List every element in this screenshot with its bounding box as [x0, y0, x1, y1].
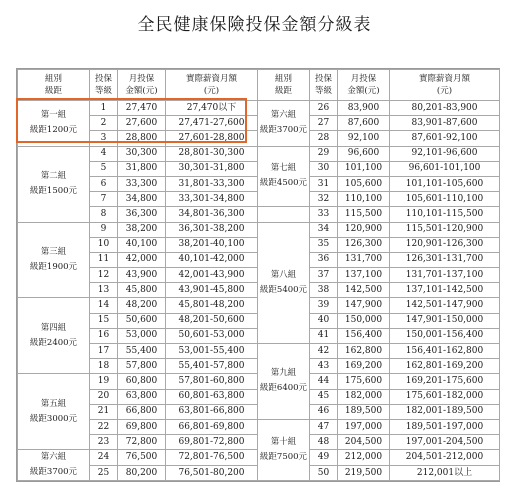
amount-cell: 63,800 — [118, 389, 166, 404]
salary-range-cell: 169,201-175,600 — [390, 374, 500, 389]
salary-range-cell: 48,201-50,600 — [166, 313, 258, 328]
salary-range-cell: 31,801-33,300 — [166, 176, 258, 191]
grade-cell: 17 — [90, 344, 118, 359]
amount-cell: 42,000 — [118, 252, 166, 267]
grade-cell: 34 — [310, 222, 338, 237]
amount-cell: 38,200 — [118, 222, 166, 237]
grade-cell: 41 — [310, 328, 338, 343]
salary-range-cell: 45,801-48,200 — [166, 298, 258, 313]
group-label: 第六組 級距3700元 — [18, 450, 90, 481]
amount-cell: 204,500 — [338, 435, 390, 450]
grade-cell: 40 — [310, 313, 338, 328]
grade-cell: 29 — [310, 146, 338, 161]
amount-cell: 197,000 — [338, 419, 390, 434]
grade-cell: 14 — [90, 298, 118, 313]
grade-cell: 30 — [310, 161, 338, 176]
amount-cell: 169,200 — [338, 359, 390, 374]
grade-cell: 31 — [310, 176, 338, 191]
table-header-row — [18, 70, 500, 101]
grade-cell: 9 — [90, 222, 118, 237]
grade-cell: 1 — [90, 101, 118, 116]
grade-cell: 25 — [90, 465, 118, 481]
grade-cell: 5 — [90, 161, 118, 176]
grade-cell: 44 — [310, 374, 338, 389]
col-grade-header: 投保 等級 — [90, 70, 118, 101]
amount-cell: 66,800 — [118, 404, 166, 419]
salary-range-cell: 60,801-63,800 — [166, 389, 258, 404]
amount-cell: 189,500 — [338, 404, 390, 419]
amount-cell: 57,800 — [118, 359, 166, 374]
grade-cell: 47 — [310, 419, 338, 434]
amount-cell: 50,600 — [118, 313, 166, 328]
amount-cell: 36,300 — [118, 207, 166, 222]
amount-cell: 142,500 — [338, 283, 390, 298]
grade-cell: 16 — [90, 328, 118, 343]
salary-range-cell: 50,601-53,000 — [166, 328, 258, 343]
amount-cell: 126,300 — [338, 237, 390, 252]
salary-range-cell: 150,001-156,400 — [390, 328, 500, 343]
group-label: 第八組 級距5400元 — [258, 222, 310, 344]
salary-range-cell: 27,470以下 — [166, 101, 258, 116]
grade-cell: 22 — [90, 419, 118, 434]
salary-range-cell: 42,001-43,900 — [166, 268, 258, 283]
grade-cell: 38 — [310, 283, 338, 298]
table-row — [18, 222, 500, 237]
amount-cell: 53,000 — [118, 328, 166, 343]
group-label: 第十組 級距7500元 — [258, 419, 310, 480]
amount-cell: 80,200 — [118, 465, 166, 481]
group-label: 第二組 級距1500元 — [18, 146, 90, 222]
salary-range-cell: 36,301-38,200 — [166, 222, 258, 237]
salary-range-cell: 92,101-96,600 — [390, 146, 500, 161]
salary-range-cell: 38,201-40,100 — [166, 237, 258, 252]
amount-cell: 45,800 — [118, 283, 166, 298]
grade-cell: 13 — [90, 283, 118, 298]
salary-range-cell: 115,501-120,900 — [390, 222, 500, 237]
col-salary-header: 實際薪資月額 (元) — [166, 70, 258, 101]
salary-range-cell: 110,101-115,500 — [390, 207, 500, 222]
grade-cell: 3 — [90, 131, 118, 146]
grade-cell: 28 — [310, 131, 338, 146]
grade-cell: 19 — [90, 374, 118, 389]
salary-range-cell: 175,601-182,000 — [390, 389, 500, 404]
amount-cell: 87,600 — [338, 116, 390, 131]
amount-cell: 55,400 — [118, 344, 166, 359]
salary-range-cell: 120,901-126,300 — [390, 237, 500, 252]
grade-table — [17, 69, 500, 481]
grade-cell: 36 — [310, 252, 338, 267]
salary-range-cell: 147,901-150,000 — [390, 313, 500, 328]
amount-cell: 27,600 — [118, 116, 166, 131]
salary-range-cell: 131,701-137,100 — [390, 268, 500, 283]
group-label: 第九組 級距6400元 — [258, 344, 310, 420]
grade-cell: 50 — [310, 465, 338, 481]
salary-range-cell: 101,101-105,600 — [390, 176, 500, 191]
salary-range-cell: 83,901-87,600 — [390, 116, 500, 131]
amount-cell: 219,500 — [338, 465, 390, 481]
salary-range-cell: 27,601-28,800 — [166, 131, 258, 146]
group-label: 第五組 級距3000元 — [18, 374, 90, 450]
salary-range-cell: 28,801-30,300 — [166, 146, 258, 161]
grade-cell: 10 — [90, 237, 118, 252]
salary-range-cell: 197,001-204,500 — [390, 435, 500, 450]
amount-cell: 96,600 — [338, 146, 390, 161]
grade-cell: 43 — [310, 359, 338, 374]
salary-range-cell: 96,601-101,100 — [390, 161, 500, 176]
amount-cell: 156,400 — [338, 328, 390, 343]
table-row — [18, 419, 500, 434]
salary-range-cell: 66,801-69,800 — [166, 419, 258, 434]
salary-range-cell: 87,601-92,100 — [390, 131, 500, 146]
grade-cell: 23 — [90, 435, 118, 450]
amount-cell: 162,800 — [338, 344, 390, 359]
grade-cell: 12 — [90, 268, 118, 283]
salary-range-cell: 33,301-34,800 — [166, 192, 258, 207]
amount-cell: 43,900 — [118, 268, 166, 283]
grade-cell: 46 — [310, 404, 338, 419]
grade-cell: 42 — [310, 344, 338, 359]
grade-cell: 27 — [310, 116, 338, 131]
amount-cell: 69,800 — [118, 419, 166, 434]
amount-cell: 33,300 — [118, 176, 166, 191]
table-row — [18, 101, 500, 116]
amount-cell: 101,100 — [338, 161, 390, 176]
amount-cell: 150,000 — [338, 313, 390, 328]
grade-cell: 15 — [90, 313, 118, 328]
insurance-grade-table — [16, 68, 500, 482]
salary-range-cell: 53,001-55,400 — [166, 344, 258, 359]
amount-cell: 60,800 — [118, 374, 166, 389]
amount-cell: 131,700 — [338, 252, 390, 267]
salary-range-cell: 57,801-60,800 — [166, 374, 258, 389]
amount-cell: 105,600 — [338, 176, 390, 191]
group-label: 第一組 級距1200元 — [18, 101, 90, 147]
grade-cell: 11 — [90, 252, 118, 267]
amount-cell: 110,100 — [338, 192, 390, 207]
salary-range-cell: 55,401-57,800 — [166, 359, 258, 374]
amount-cell: 31,800 — [118, 161, 166, 176]
amount-cell: 83,900 — [338, 101, 390, 116]
salary-range-cell: 72,801-76,500 — [166, 450, 258, 466]
grade-cell: 2 — [90, 116, 118, 131]
amount-cell: 72,800 — [118, 435, 166, 450]
grade-cell: 39 — [310, 298, 338, 313]
grade-cell: 33 — [310, 207, 338, 222]
grade-cell: 6 — [90, 176, 118, 191]
amount-cell: 48,200 — [118, 298, 166, 313]
col-grade-header: 投保 等級 — [310, 70, 338, 101]
amount-cell: 182,000 — [338, 389, 390, 404]
grade-cell: 18 — [90, 359, 118, 374]
amount-cell: 34,800 — [118, 192, 166, 207]
salary-range-cell: 105,601-110,100 — [390, 192, 500, 207]
amount-cell: 120,900 — [338, 222, 390, 237]
amount-cell: 76,500 — [118, 450, 166, 466]
amount-cell: 27,470 — [118, 101, 166, 116]
grade-cell: 26 — [310, 101, 338, 116]
amount-cell: 115,500 — [338, 207, 390, 222]
salary-range-cell: 137,101-142,500 — [390, 283, 500, 298]
table-row — [18, 344, 500, 359]
grade-cell: 45 — [310, 389, 338, 404]
grade-cell: 20 — [90, 389, 118, 404]
col-amount-header: 月投保 金額(元) — [338, 70, 390, 101]
salary-range-cell: 182,001-189,500 — [390, 404, 500, 419]
salary-range-cell: 212,001以上 — [390, 465, 500, 481]
grade-cell: 48 — [310, 435, 338, 450]
grade-cell: 49 — [310, 450, 338, 466]
amount-cell: 28,800 — [118, 131, 166, 146]
col-group-header: 組別 級距 — [258, 70, 310, 101]
salary-range-cell: 126,301-131,700 — [390, 252, 500, 267]
salary-range-cell: 34,801-36,300 — [166, 207, 258, 222]
grade-cell: 37 — [310, 268, 338, 283]
salary-range-cell: 69,801-72,800 — [166, 435, 258, 450]
salary-range-cell: 142,501-147,900 — [390, 298, 500, 313]
salary-range-cell: 156,401-162,800 — [390, 344, 500, 359]
grade-cell: 21 — [90, 404, 118, 419]
amount-cell: 147,900 — [338, 298, 390, 313]
grade-cell: 35 — [310, 237, 338, 252]
table-row — [18, 146, 500, 161]
grade-cell: 8 — [90, 207, 118, 222]
group-label: 第三組 級距1900元 — [18, 222, 90, 298]
amount-cell: 175,600 — [338, 374, 390, 389]
col-salary-header: 實際薪資月額 (元) — [390, 70, 500, 101]
salary-range-cell: 162,801-169,200 — [390, 359, 500, 374]
salary-range-cell: 80,201-83,900 — [390, 101, 500, 116]
table-row — [18, 207, 500, 222]
grade-cell: 24 — [90, 450, 118, 466]
salary-range-cell: 63,801-66,800 — [166, 404, 258, 419]
amount-cell: 212,000 — [338, 450, 390, 466]
grade-cell: 4 — [90, 146, 118, 161]
col-amount-header: 月投保 金額(元) — [118, 70, 166, 101]
grade-cell: 32 — [310, 192, 338, 207]
salary-range-cell: 43,901-45,800 — [166, 283, 258, 298]
grade-cell: 7 — [90, 192, 118, 207]
salary-range-cell: 76,501-80,200 — [166, 465, 258, 481]
amount-cell: 30,300 — [118, 146, 166, 161]
amount-cell: 137,100 — [338, 268, 390, 283]
group-label: 第六組 級距3700元 — [258, 101, 310, 147]
salary-range-cell: 40,101-42,000 — [166, 252, 258, 267]
salary-range-cell: 189,501-197,000 — [390, 419, 500, 434]
page-title: 全民健康保險投保金額分級表 — [137, 15, 372, 35]
salary-range-cell: 27,471-27,600 — [166, 116, 258, 131]
group-label — [258, 207, 310, 222]
salary-range-cell: 204,501-212,000 — [390, 450, 500, 466]
group-label: 第七組 級距4500元 — [258, 146, 310, 207]
amount-cell: 92,100 — [338, 131, 390, 146]
group-label: 第四組 級距2400元 — [18, 298, 90, 374]
amount-cell: 40,100 — [118, 237, 166, 252]
col-group-header: 組別 級距 — [18, 70, 90, 101]
salary-range-cell: 30,301-31,800 — [166, 161, 258, 176]
